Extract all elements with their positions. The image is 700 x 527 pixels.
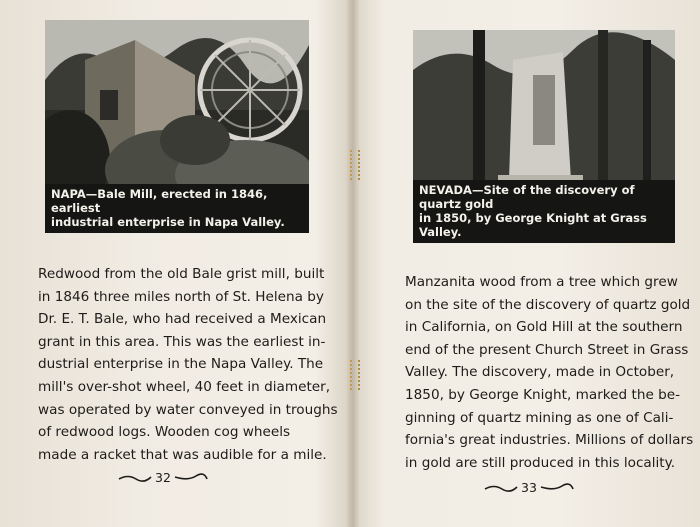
- text-line: in California, on Gold Hill at the southern: [405, 319, 683, 336]
- text-line: on the site of the discovery of quartz gold: [405, 296, 691, 313]
- right-page-body: [405, 271, 693, 474]
- text-line: was operated by water conveyed in troughs: [38, 401, 338, 418]
- text-line: made a racket that was audible for a mile.: [38, 446, 327, 463]
- flourish-left-icon: [118, 472, 152, 484]
- left-page-number: [118, 470, 208, 485]
- quartz-site-photo: [413, 30, 675, 243]
- text-line: end of the present Church Street in Grass: [405, 341, 689, 358]
- book-gutter: [346, 0, 360, 527]
- text-line: Manzanita wood from a tree which grew: [405, 274, 678, 290]
- text-line: in 1846 three miles north of St. Helena by: [38, 288, 324, 305]
- flourish-right-icon: [174, 472, 208, 484]
- page-number-33: 33: [521, 480, 537, 495]
- bale-mill-caption: NAPA—Bale Mill, erected in 1846, earliest industrial enterprise in Napa Valley.: [45, 184, 309, 233]
- left-page-body: [38, 263, 338, 466]
- right-page-number: [484, 480, 574, 495]
- quartz-site-caption: NEVADA—Site of the discovery of quartz gold in 1850, by George Knight at Grass Valley.: [413, 180, 675, 243]
- page-number-32: 32: [155, 470, 171, 485]
- text-line: ginning of quartz mining as one of Cali-: [405, 409, 674, 426]
- text-line: grant in this area. This was the earliest in-: [38, 333, 326, 350]
- text-line: of redwood logs. Wooden cog wheels: [38, 424, 291, 441]
- text-line: dustrial enterprise in the Napa Valley. The: [38, 356, 324, 373]
- binding-stitch-bottom: [350, 360, 360, 390]
- text-line: 1850, by George Knight, marked the be-: [405, 386, 681, 403]
- text-line: Redwood from the old Bale grist mill, built: [38, 266, 325, 282]
- bale-mill-photo: [45, 20, 309, 233]
- text-line: in gold are still produced in this locality.: [405, 454, 676, 471]
- flourish-left-icon: [484, 482, 518, 494]
- binding-stitch-top: [350, 150, 360, 180]
- flourish-right-icon: [540, 482, 574, 494]
- text-line: fornia's great industries. Millions of dollars: [405, 432, 694, 449]
- text-line: Dr. E. T. Bale, who had received a Mexican: [38, 311, 327, 328]
- text-line: mill's over-shot wheel, 40 feet in diameter,: [38, 378, 331, 395]
- text-line: Valley. The discovery, made in October,: [405, 364, 675, 381]
